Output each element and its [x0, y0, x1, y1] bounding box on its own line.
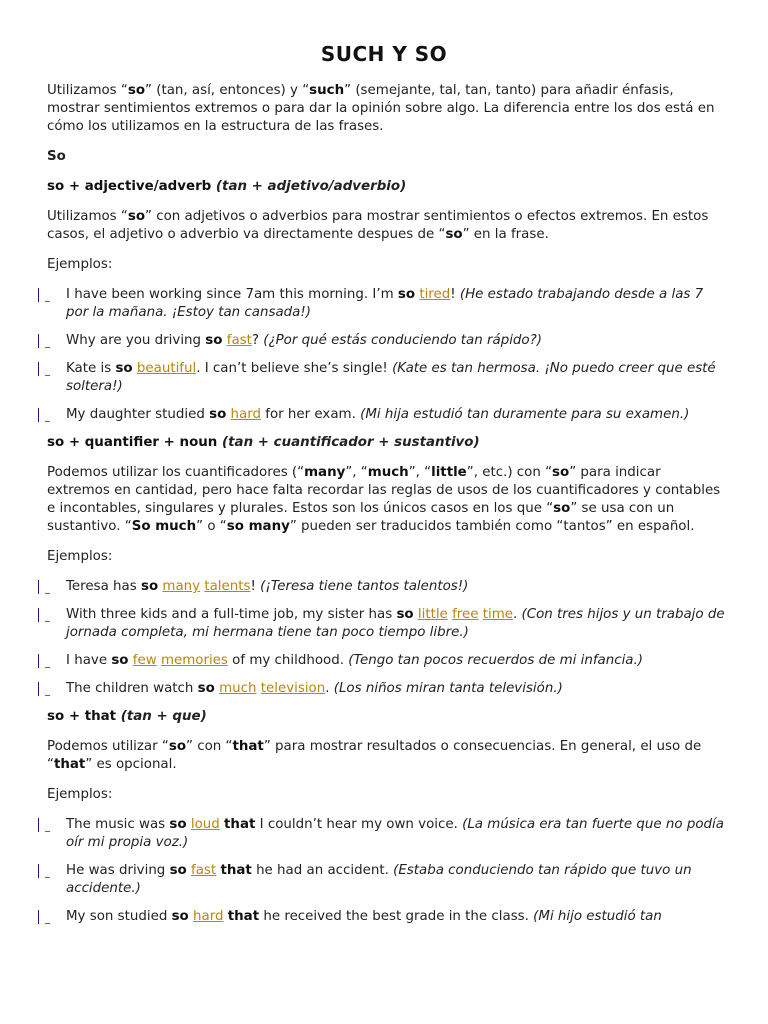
bold-term: that: [227, 909, 260, 924]
text-run: I have: [66, 653, 112, 668]
spanish-translation: (He estado trabajando desde a las 7 por la mañana. ¡Estoy tan cansada!): [66, 287, 704, 320]
example-item: [47, 680, 727, 698]
bullet-icon: [38, 606, 52, 624]
paragraph-that: [47, 738, 727, 774]
heading-translation: (tan + que): [120, 709, 207, 724]
document-body: [47, 82, 727, 936]
highlighted-word[interactable]: fast: [191, 863, 217, 878]
bullet-icon: [38, 862, 52, 880]
bold-term: so: [445, 227, 463, 242]
text-run: Utilizamos “: [47, 209, 128, 224]
text-run: ” (tan, así, entonces) y “: [145, 83, 310, 98]
page-title: SUCH Y SO: [320, 42, 448, 66]
highlighted-word[interactable]: tired: [419, 287, 451, 302]
bold-term: so: [553, 501, 571, 516]
bold-term: so: [127, 209, 146, 224]
text-run: ”, etc.) con “: [466, 465, 553, 480]
bold-term: so: [169, 863, 187, 878]
example-item: [47, 578, 727, 596]
bold-term: so: [552, 465, 570, 480]
bullet-icon: [38, 652, 52, 670]
spanish-translation: (Estaba conduciendo tan rápido que tuvo un accidente.): [66, 863, 692, 896]
bullet-icon: [38, 680, 52, 698]
text-run: ” para indicar extremos en cantidad, pero hace falta recordar las reglas de usos de los cuantificadores y contables e incontables, singulares y plurales. Estos son los únicos casos en los que “: [47, 465, 721, 516]
bold-term: so: [169, 817, 187, 832]
paragraph-adjective: [47, 208, 727, 244]
section-heading-so: So: [47, 149, 66, 164]
subheading-quantifier: [47, 434, 727, 452]
paragraph-quantifier: [47, 464, 727, 536]
bold-term: so: [396, 607, 414, 622]
text-run: of my childhood.: [227, 653, 349, 668]
examples-label: Ejemplos:: [47, 787, 113, 802]
example-item: [47, 286, 727, 322]
bold-term: so: [115, 361, 133, 376]
bold-term: so: [397, 287, 416, 302]
text-run: ”, “: [345, 465, 368, 480]
text-run: My daughter studied: [66, 407, 210, 422]
example-item: [47, 332, 727, 350]
bold-term: so: [127, 83, 146, 98]
text-run: he had an accident.: [251, 863, 394, 878]
example-item: [47, 816, 727, 852]
bullet-icon: [38, 578, 52, 596]
bold-term: so: [209, 407, 227, 422]
highlighted-word[interactable]: time: [482, 607, 513, 622]
subheading-adjective: [47, 178, 727, 196]
intro-paragraph: [47, 82, 727, 136]
example-item: [47, 908, 727, 926]
highlighted-word[interactable]: little: [417, 607, 448, 622]
bullet-icon: [38, 360, 52, 378]
bold-term: that: [220, 863, 252, 878]
text-run: .: [513, 607, 522, 622]
example-list-quantifier: [47, 578, 727, 698]
text-run: for her exam.: [261, 407, 361, 422]
text-run: With three kids and a full-time job, my sister has: [66, 607, 397, 622]
spanish-translation: (¡Teresa tiene tantos talentos!): [260, 579, 469, 594]
text-run: The children watch: [66, 681, 198, 696]
text-run: ” en la frase.: [462, 227, 549, 242]
example-item: [47, 406, 727, 424]
text-run: !: [450, 287, 460, 302]
highlighted-word[interactable]: much: [219, 681, 257, 696]
text-run: I couldn’t hear my own voice.: [255, 817, 463, 832]
text-run: ” se usa con un sustantivo. “: [47, 501, 675, 534]
text-run: !: [250, 579, 261, 594]
text-run: ” con “: [186, 739, 233, 754]
example-item: [47, 862, 727, 898]
highlighted-word[interactable]: few: [132, 653, 157, 668]
text-run: The music was: [66, 817, 170, 832]
examples-label: Ejemplos:: [47, 549, 113, 564]
text-run: ” pueden ser traducidos también como “tantos” en español.: [289, 519, 695, 534]
heading-translation: (tan + cuantificador + sustantivo): [222, 435, 480, 450]
example-item: [47, 652, 727, 670]
bold-term: So much: [131, 519, 197, 534]
bold-term: so: [168, 739, 187, 754]
text-run: Teresa has: [66, 579, 141, 594]
bullet-icon: [38, 406, 52, 424]
text-run: . I can’t believe she’s single!: [196, 361, 393, 376]
highlighted-word[interactable]: hard: [193, 909, 224, 924]
bold-term: such: [309, 83, 345, 98]
text-run: Why are you driving: [66, 333, 206, 348]
bullet-icon: [38, 816, 52, 834]
text-run: I have been working since 7am this morning. I’m: [66, 287, 398, 302]
spanish-translation: (¿Por qué estás conduciendo tan rápido?): [263, 333, 542, 348]
spanish-translation: (La música era tan fuerte que no podía oír mi propia voz.): [66, 817, 724, 850]
example-list-that: [47, 816, 727, 926]
spanish-translation: (Con tres hijos y un trabajo de jornada completa, mi hermana tiene tan poco tiempo libre.): [66, 607, 725, 640]
bold-term: so: [205, 333, 223, 348]
text-run: He was driving: [66, 863, 170, 878]
highlighted-word[interactable]: television: [260, 681, 326, 696]
text-run: Utilizamos “: [47, 83, 128, 98]
subheading-that: [47, 708, 727, 726]
bullet-icon: [38, 332, 52, 350]
spanish-translation: (Mi hijo estudió tan: [533, 909, 662, 924]
text-run: My son studied: [66, 909, 172, 924]
bullet-icon: [38, 908, 52, 926]
heading-translation: (tan + adjetivo/adverbio): [215, 179, 407, 194]
text-run: Podemos utilizar los cuantificadores (“: [47, 465, 305, 480]
spanish-translation: (Tengo tan pocos recuerdos de mi infancia.): [348, 653, 643, 668]
text-run: ” con adjetivos o adverbios para mostrar sentimientos o efectos extremos. En estos casos, el adjetivo o adverbio va directamente despues de “: [47, 209, 709, 242]
highlighted-word[interactable]: memories: [160, 653, 228, 668]
bold-term: that: [53, 757, 86, 772]
text-run: ”, “: [408, 465, 432, 480]
text-run: ?: [251, 333, 264, 348]
text-run: Kate is: [66, 361, 116, 376]
example-item: [47, 606, 727, 642]
bold-term: much: [367, 465, 409, 480]
text-run: ” o “: [196, 519, 227, 534]
highlighted-word[interactable]: fast: [226, 333, 252, 348]
text-run: ” (semejante, tal, tan, tanto) para añadir énfasis, mostrar sentimientos extremos o para dar la opinión sobre algo. La diferencia entre los dos está en cómo los utilizamos en la estructura de las frases.: [47, 83, 715, 134]
highlighted-word[interactable]: free: [452, 607, 479, 622]
highlighted-word[interactable]: many: [162, 579, 201, 594]
bold-term: so: [140, 579, 159, 594]
spanish-translation: (Los niños miran tanta televisión.): [333, 681, 563, 696]
text-run: he received the best grade in the class.: [259, 909, 534, 924]
bold-term: so many: [226, 519, 290, 534]
bold-term: many: [304, 465, 346, 480]
example-item: [47, 360, 727, 396]
bold-term: so: [111, 653, 129, 668]
bullet-icon: [38, 286, 52, 304]
highlighted-word[interactable]: talents: [204, 579, 251, 594]
bold-term: that: [224, 817, 256, 832]
text-run: Podemos utilizar “: [47, 739, 169, 754]
spanish-translation: (Kate es tan hermosa. ¡No puedo creer que esté soltera!): [66, 361, 716, 394]
text-run: .: [325, 681, 334, 696]
highlighted-word[interactable]: loud: [190, 817, 220, 832]
text-run: ” para mostrar resultados o consecuencias. En general, el uso de “: [47, 739, 702, 772]
examples-label: Ejemplos:: [47, 257, 113, 272]
example-list-adjective: [47, 286, 727, 424]
spanish-translation: (Mi hija estudió tan duramente para su examen.): [360, 407, 690, 422]
bold-term: so + quantifier + noun: [47, 435, 223, 450]
highlighted-word[interactable]: hard: [230, 407, 261, 422]
bold-term: so + that: [47, 709, 121, 724]
bold-term: so: [197, 681, 215, 696]
bold-term: little: [431, 465, 467, 480]
text-run: ” es opcional.: [85, 757, 177, 772]
bold-term: so: [171, 909, 189, 924]
bold-term: so + adjective/adverb: [47, 179, 216, 194]
highlighted-word[interactable]: beautiful: [136, 361, 197, 376]
bold-term: that: [232, 739, 264, 754]
